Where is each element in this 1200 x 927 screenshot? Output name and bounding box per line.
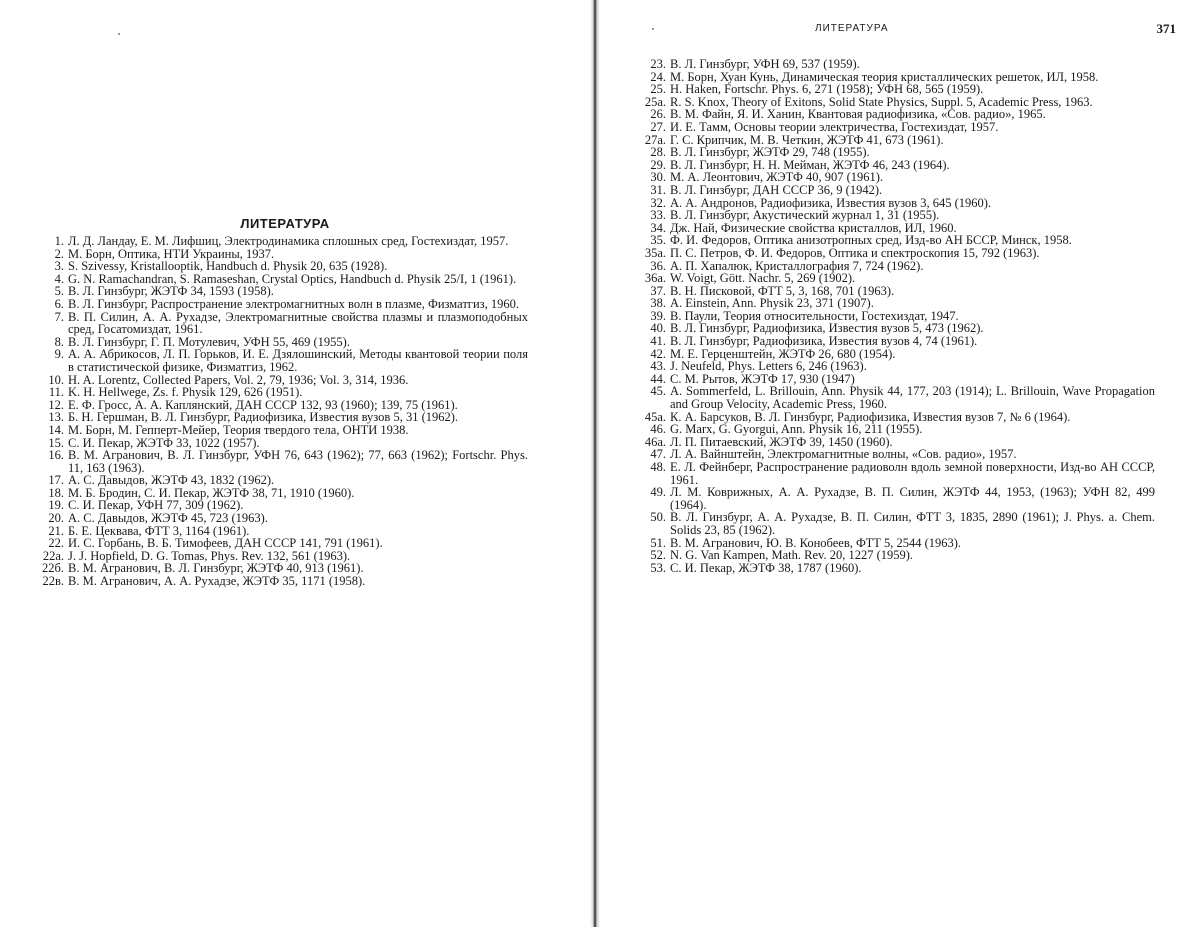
reference-text: В. Л. Гинзбург, Н. Н. Мейман, ЖЭТФ 46, 243 (1964). — [670, 157, 950, 172]
reference-text: В. Л. Гинзбург, ЖЭТФ 29, 748 (1955). — [670, 145, 870, 160]
reference-number: 22а. — [42, 548, 64, 563]
reference-number: 35. — [650, 233, 666, 248]
reference-number: 10. — [48, 372, 64, 387]
reference-text: А. П. Хапалюк, Кристаллография 7, 724 (1962). — [670, 258, 924, 273]
reference-number: 5. — [54, 284, 64, 299]
reference-number: 12. — [48, 397, 64, 412]
reference-item — [635, 146, 1155, 159]
reference-number: 53. — [650, 560, 666, 575]
reference-text: В. М. Агранович, В. Л. Гинзбург, ЖЭТФ 40, 913 (1961). — [68, 561, 364, 576]
reference-number: 48. — [650, 460, 666, 474]
reference-number: 2. — [54, 246, 64, 261]
reference-text: С. И. Пекар, ЖЭТФ 38, 1787 (1960). — [670, 560, 862, 575]
reference-number: 42. — [650, 346, 666, 361]
reference-number: 34. — [650, 220, 666, 235]
reference-number: 25а. — [644, 94, 666, 109]
book-gutter — [590, 0, 600, 927]
reference-text: Б. Н. Гершман, В. Л. Гинзбург, Радиофизика, Известия вузов 5, 31 (1962). — [68, 410, 459, 425]
reference-item — [635, 461, 1155, 486]
reference-text: М. Е. Герценштейн, ЖЭТФ 26, 680 (1954). — [670, 346, 896, 361]
reference-number: 47. — [650, 447, 666, 462]
reference-text: В. Л. Гинзбург, Радиофизика, Известия вузов 5, 473 (1962). — [670, 321, 984, 336]
reference-number: 17. — [48, 473, 64, 488]
reference-item — [635, 360, 1155, 373]
reference-text: В. М. Файн, Я. И. Ханин, Квантовая радиофизика, «Сов. радио», 1965. — [670, 107, 1046, 122]
reference-item — [33, 298, 528, 311]
reference-list — [33, 235, 528, 588]
reference-item — [33, 512, 528, 525]
speck — [652, 28, 654, 30]
reference-text: В. Н. Писковой, ФТТ 5, 3, 168, 701 (1963). — [670, 283, 895, 298]
reference-number: 38. — [650, 296, 666, 311]
reference-text: Л. А. Вайнштейн, Электромагнитные волны, «Сов. радио», 1957. — [670, 447, 1017, 462]
reference-text: A. Einstein, Ann. Physik 23, 371 (1907). — [670, 296, 874, 311]
reference-number: 23. — [650, 57, 666, 71]
reference-item — [33, 260, 528, 273]
reference-text: J. J. Hopfield, D. G. Tomas, Phys. Rev. 132, 561 (1963). — [68, 548, 351, 563]
left-page — [0, 0, 590, 927]
reference-number: 4. — [54, 271, 64, 286]
reference-number: 27а. — [644, 132, 666, 147]
reference-text: В. П. Силин, А. А. Рухадзе, Электромагнитные свойства плазмы и плазмоподобных сред, Госатомиздат, 1961. — [68, 309, 528, 337]
reference-text: С. И. Пекар, УФН 77, 309 (1962). — [68, 498, 244, 513]
reference-text: H. Haken, Fortschr. Phys. 6, 271 (1958); УФН 68, 565 (1959). — [670, 82, 984, 97]
reference-text: В. Л. Гинзбург, А. А. Рухадзе, В. П. Силин, ФТТ 3, 1835, 2890 (1961); J. Phys. a. Chem. Solids 23, 85 (1962). — [670, 510, 1155, 537]
reference-item — [635, 385, 1155, 410]
reference-text: В. Л. Гинзбург, ДАН СССР 36, 9 (1942). — [670, 182, 883, 197]
reference-number: 13. — [48, 410, 64, 425]
reference-number: 24. — [650, 69, 666, 84]
reference-text: J. Neufeld, Phys. Letters 6, 246 (1963). — [670, 359, 867, 374]
reference-text: П. С. Петров, Ф. И. Федоров, Оптика и спектроскопия 15, 792 (1963). — [670, 245, 1040, 260]
reference-number: 43. — [650, 359, 666, 374]
reference-item — [635, 272, 1155, 285]
reference-number: 45. — [650, 384, 666, 399]
reference-text: С. И. Пекар, ЖЭТФ 33, 1022 (1957). — [68, 435, 260, 450]
running-head: ЛИТЕРАТУРА — [815, 23, 889, 34]
reference-text: С. М. Рытов, ЖЭТФ 17, 930 (1947) — [670, 371, 855, 386]
reference-text: А. А. Абрикосов, Л. П. Горьков, И. Е. Дзялошинский, Методы квантовой теории поля в статистической физике, Физматгиз, 1962. — [68, 347, 528, 374]
reference-number: 11. — [48, 385, 64, 400]
reference-number: 22в. — [42, 574, 64, 589]
reference-item — [33, 348, 528, 373]
reference-item — [33, 424, 528, 437]
reference-text: А. А. Андронов, Радиофизика, Известия вузов 3, 645 (1960). — [670, 195, 992, 210]
reference-number: 45а. — [644, 409, 666, 424]
reference-text: A. Sommerfeld, L. Brillouin, Ann. Physik 44, 177, 203 (1914); L. Brillouin, Wave Propagation and Group Velocity, Academic Press, 1960. — [670, 384, 1155, 412]
reference-item — [33, 235, 528, 248]
reference-text: В. Л. Гинзбург, Радиофизика, Известия вузов 4, 74 (1961). — [670, 334, 978, 349]
reference-number: 28. — [650, 145, 666, 160]
reference-text: K. H. Hellwege, Zs. f. Physik 129, 626 (1951). — [68, 385, 303, 400]
reference-item — [635, 247, 1155, 260]
reference-text: К. А. Барсуков, В. Л. Гинзбург, Радиофизика, Известия вузов 7, № 6 (1964). — [670, 409, 1071, 424]
reference-text: Б. Е. Цеквава, ФТТ 3, 1164 (1961). — [68, 523, 250, 538]
reference-text: М. Б. Бродин, С. И. Пекар, ЖЭТФ 38, 71, 1910 (1960). — [68, 485, 355, 500]
reference-number: 51. — [650, 535, 666, 550]
reference-number: 9. — [54, 347, 64, 362]
reference-number: 6. — [54, 296, 64, 311]
reference-number: 36. — [650, 258, 666, 273]
reference-text: W. Voigt, Gött. Nachr. 5, 269 (1902). — [670, 271, 856, 286]
reference-number: 46. — [650, 422, 666, 437]
reference-number: 39. — [650, 308, 666, 323]
reference-number: 32. — [650, 195, 666, 210]
reference-number: 50. — [650, 510, 666, 525]
reference-text: М. А. Леонтович, ЖЭТФ 40, 907 (1961). — [670, 170, 884, 185]
reference-item — [33, 474, 528, 487]
reference-text: Л. П. Питаевский, ЖЭТФ 39, 1450 (1960). — [670, 434, 893, 449]
reference-number: 1. — [54, 234, 64, 248]
reference-text: В. М. Агранович, Ю. В. Конобеев, ФТТ 5, 2544 (1963). — [670, 535, 962, 550]
reference-text: В. Л. Гинзбург, УФН 69, 537 (1959). — [670, 57, 860, 71]
right-page — [600, 0, 1200, 927]
reference-number: 25. — [650, 82, 666, 97]
reference-text: А. С. Давыдов, ЖЭТФ 43, 1832 (1962). — [68, 473, 275, 488]
reference-number: 19. — [48, 498, 64, 513]
reference-text: В. Л. Гинзбург, Акустический журнал 1, 31 (1955). — [670, 208, 940, 223]
reference-text: В. Л. Гинзбург, ЖЭТФ 34, 1593 (1958). — [68, 284, 274, 299]
reference-text: М. Борн, Оптика, НТИ Украины, 1937. — [68, 246, 275, 261]
reference-text: В. М. Агранович, В. Л. Гинзбург, УФН 76, 643 (1962); 77, 663 (1962); Fortschr. Phys. 11, 163 (1963). — [68, 448, 528, 475]
reference-item — [635, 297, 1155, 310]
reference-text: В. М. Агранович, А. А. Рухадзе, ЖЭТФ 35, 1171 (1958). — [68, 574, 366, 589]
reference-text: H. A. Lorentz, Collected Papers, Vol. 2, 79, 1936; Vol. 3, 314, 1936. — [68, 372, 409, 387]
page-number: 371 — [1156, 21, 1176, 36]
reference-item — [33, 449, 528, 474]
reference-text: Ф. И. Федоров, Оптика анизотропных сред, Изд-во АН БССР, Минск, 1958. — [670, 233, 1072, 248]
reference-item — [635, 58, 1155, 71]
reference-item — [33, 575, 528, 588]
reference-item — [635, 83, 1155, 96]
reference-text: М. Борн, М. Гепперт-Мейер, Теория твердого тела, ОНТИ 1938. — [68, 422, 409, 437]
reference-text: В. Паули, Теория относительности, Гостехиздат, 1947. — [670, 308, 959, 323]
reference-text: Л. М. Коврижных, А. А. Рухадзе, В. П. Силин, ЖЭТФ 44, 1953, (1963); УФН 82, 499 (1964). — [670, 485, 1155, 512]
reference-number: 49. — [650, 485, 666, 500]
reference-text: G. N. Ramachandran, S. Ramaseshan, Crystal Optics, Handbuch d. Physik 25/I, 1 (1961). — [68, 271, 517, 286]
reference-number: 29. — [650, 157, 666, 172]
reference-item — [33, 537, 528, 550]
reference-item — [635, 423, 1155, 436]
reference-number: 27. — [650, 119, 666, 134]
reference-number: 26. — [650, 107, 666, 122]
reference-number: 44. — [650, 371, 666, 386]
reference-number: 36а. — [644, 271, 666, 286]
reference-number: 30. — [650, 170, 666, 185]
reference-number: 8. — [54, 334, 64, 349]
reference-number: 31. — [650, 182, 666, 197]
reference-text: N. G. Van Kampen, Math. Rev. 20, 1227 (1959). — [670, 548, 914, 563]
reference-text: Г. С. Крипчик, М. В. Четкин, ЖЭТФ 41, 673 (1961). — [670, 132, 944, 147]
reference-number: 46а. — [644, 434, 666, 449]
reference-number: 22б. — [42, 561, 64, 576]
reference-text: R. S. Knox, Theory of Exitons, Solid State Physics, Suppl. 5, Academic Press, 1963. — [670, 94, 1093, 109]
reference-number: 20. — [48, 511, 64, 526]
reference-text: S. Szivessy, Kristallooptik, Handbuch d. Physik 20, 635 (1928). — [68, 259, 388, 274]
reference-text: Е. Ф. Гросс, А. А. Каплянский, ДАН СССР 132, 93 (1960); 139, 75 (1961). — [68, 397, 458, 412]
reference-item — [635, 335, 1155, 348]
reference-list — [635, 58, 1155, 574]
reference-number: 22. — [48, 536, 64, 551]
reference-number: 21. — [48, 523, 64, 538]
reference-item — [635, 549, 1155, 562]
reference-item — [635, 562, 1155, 575]
reference-number: 3. — [54, 259, 64, 274]
reference-number: 16. — [48, 448, 64, 463]
reference-number: 35а. — [644, 245, 666, 260]
reference-number: 40. — [650, 321, 666, 336]
reference-text: М. Борн, Хуан Кунь, Динамическая теория кристаллических решеток, ИЛ, 1958. — [670, 69, 1099, 84]
reference-text: Дж. Най, Физические свойства кристаллов, ИЛ, 1960. — [670, 220, 957, 235]
reference-item — [635, 209, 1155, 222]
reference-number: 52. — [650, 548, 666, 563]
reference-item — [33, 386, 528, 399]
reference-text: И. Е. Тамм, Основы теории электричества, Гостехиздат, 1957. — [670, 119, 999, 134]
reference-number: 41. — [650, 334, 666, 349]
page-title: ЛИТЕРАТУРА — [240, 215, 330, 231]
reference-text: Е. Л. Фейнберг, Распространение радиоволн вдоль земной поверхности, Изд-во АН СССР, 1961. — [670, 460, 1155, 487]
reference-item — [33, 311, 528, 336]
reference-text: Л. Д. Ландау, Е. М. Лифшиц, Электродинамика сплошных сред, Гостехиздат, 1957. — [68, 234, 509, 248]
reference-number: 14. — [48, 422, 64, 437]
reference-number: 15. — [48, 435, 64, 450]
reference-text: G. Marx, G. Gyorgui, Ann. Physik 16, 211 (1955). — [670, 422, 923, 437]
reference-text: В. Л. Гинзбург, Распространение электромагнитных волн в плазме, Физматгиз, 1960. — [68, 296, 519, 311]
reference-text: В. Л. Гинзбург, Г. П. Мотулевич, УФН 55, 469 (1955). — [68, 334, 350, 349]
reference-text: А. С. Давыдов, ЖЭТФ 45, 723 (1963). — [68, 511, 268, 526]
reference-item — [635, 511, 1155, 536]
reference-item — [635, 184, 1155, 197]
reference-number: 33. — [650, 208, 666, 223]
reference-number: 18. — [48, 485, 64, 500]
reference-number: 7. — [54, 309, 64, 324]
reference-item — [635, 121, 1155, 134]
reference-item — [635, 486, 1155, 511]
reference-text: И. С. Горбань, В. Б. Тимофеев, ДАН СССР 141, 791 (1961). — [68, 536, 383, 551]
speck — [118, 33, 120, 35]
reference-number: 37. — [650, 283, 666, 298]
